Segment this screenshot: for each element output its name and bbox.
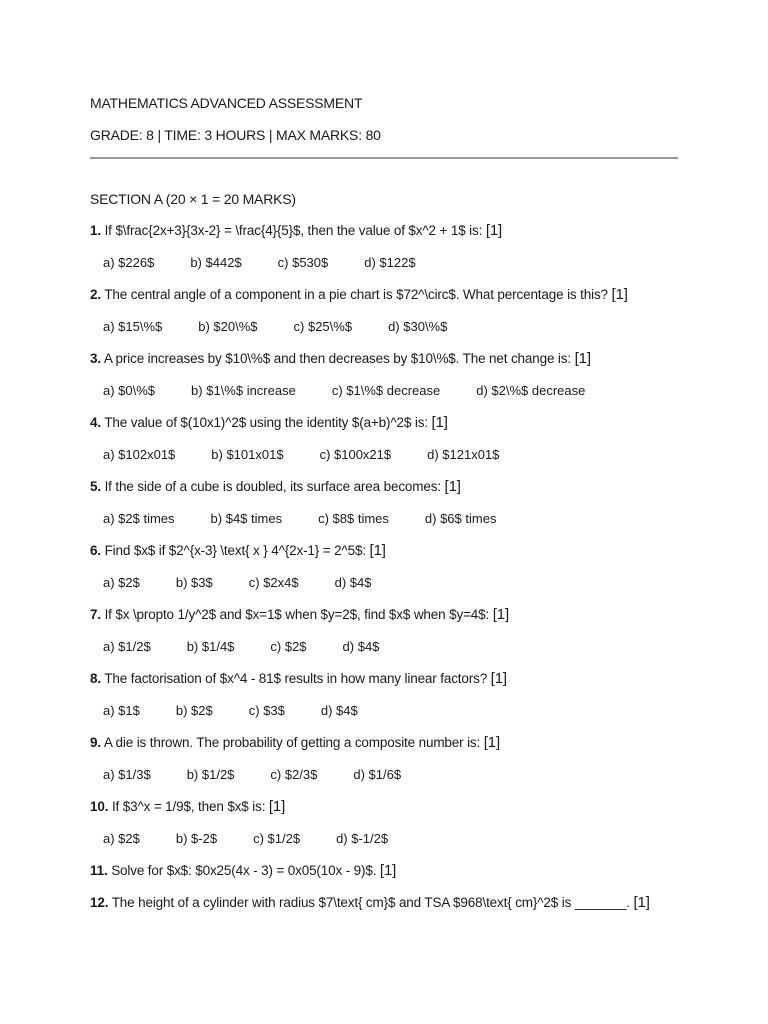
question-number: 10.	[90, 799, 109, 814]
option-c: c) $2x4$	[248, 575, 299, 590]
option-b: b) $4$ times	[210, 511, 283, 526]
option-b: b) $101x01$	[211, 447, 284, 462]
question-marks: [1]	[483, 734, 500, 751]
question-number: 11.	[90, 863, 108, 878]
question-marks: [1]	[574, 350, 591, 367]
question-marks: [1]	[633, 894, 650, 911]
question-text: The central angle of a component in a pie chart is $72^\circ$. What percentage is this?	[104, 287, 608, 302]
option-b: b) $1/4$	[186, 639, 235, 654]
option-a: a) $1/3$	[103, 767, 151, 782]
option-a: a) $0\%$	[103, 383, 156, 398]
question-marks: [1]	[268, 798, 286, 815]
question-11	[90, 861, 680, 881]
question-number: 8.	[90, 671, 101, 686]
option-d: d) $2\%$ decrease	[476, 383, 586, 398]
paper-title: MATHEMATICS ADVANCED ASSESSMENT	[90, 95, 363, 111]
question-text: The factorisation of $x^4 - 81$ results in how many linear factors?	[104, 671, 488, 686]
question-number: 7.	[90, 607, 101, 622]
question-12	[90, 893, 680, 913]
question-text: Solve for $x$: $0x25(4x - 3) = 0x05(10x - 9)$.	[111, 863, 377, 878]
question-marks: [1]	[444, 478, 461, 495]
question-options	[90, 765, 680, 785]
option-c: c) $25\%$	[293, 319, 353, 334]
option-b: b) $1\%$ increase	[191, 383, 296, 398]
option-d: d) $-1/2$	[336, 831, 389, 846]
option-d: d) $4$	[320, 703, 358, 718]
option-a: a) $2$ times	[103, 511, 175, 526]
header-divider	[90, 157, 678, 159]
option-b: b) $442$	[190, 255, 242, 270]
option-d: d) $30\%$	[388, 319, 448, 334]
option-a: a) $226$	[103, 255, 155, 270]
question-1	[90, 221, 680, 241]
option-a: a) $15\%$	[103, 319, 163, 334]
question-options	[90, 509, 680, 529]
option-c: c) $1\%$ decrease	[331, 383, 441, 398]
question-number: 2.	[90, 287, 101, 302]
option-d: d) $122$	[364, 255, 416, 270]
question-7	[90, 605, 680, 625]
option-b: b) $-2$	[175, 831, 218, 846]
question-options	[90, 381, 680, 401]
question-text: If $\frac{2x+3}{3x-2} = \frac{4}{5}$, then the value of $x^2 + 1$ is:	[104, 223, 483, 238]
option-a: a) $2$	[103, 575, 140, 590]
question-marks: [1]	[492, 606, 509, 623]
question-4	[90, 413, 680, 433]
option-d: d) $4$	[342, 639, 380, 654]
question-text: If $3^x = 1/9$, then $x$ is:	[111, 799, 266, 814]
question-text: If the side of a cube is doubled, its surface area becomes:	[104, 479, 441, 494]
question-number: 6.	[90, 543, 101, 558]
question-number: 1.	[90, 223, 101, 238]
question-marks: [1]	[379, 862, 397, 879]
option-c: c) $2$	[270, 639, 307, 654]
question-options	[90, 445, 680, 465]
option-c: c) $2/3$	[270, 767, 318, 782]
section-a-heading: SECTION A (20 × 1 = 20 MARKS)	[90, 191, 296, 207]
question-number: 4.	[90, 415, 101, 430]
question-marks: [1]	[431, 414, 448, 431]
question-marks: [1]	[485, 222, 503, 239]
question-text: A die is thrown. The probability of getting a composite number is:	[103, 735, 481, 750]
question-options	[90, 253, 680, 273]
question-marks: [1]	[490, 670, 507, 687]
option-b: b) $1/2$	[186, 767, 235, 782]
question-8	[90, 669, 680, 689]
question-text: The height of a cylinder with radius $7\text{ cm}$ and TSA $968\text{ cm}^2$ is _______.	[111, 895, 630, 910]
question-number: 12.	[90, 895, 109, 910]
option-c: c) $530$	[277, 255, 329, 270]
question-10	[90, 797, 680, 817]
question-number: 9.	[90, 735, 101, 750]
question-number: 3.	[90, 351, 101, 366]
option-c: c) $3$	[248, 703, 285, 718]
question-options	[90, 637, 680, 657]
question-marks: [1]	[369, 542, 386, 559]
option-c: c) $100x21$	[319, 447, 392, 462]
paper-meta: GRADE: 8 | TIME: 3 HOURS | MAX MARKS: 80	[90, 127, 381, 143]
question-text: Find $x$ if $2^{x-3} \text{ x } 4^{2x-1} = 2^5$:	[104, 543, 366, 558]
option-c: c) $1/2$	[253, 831, 301, 846]
question-9	[90, 733, 680, 753]
option-a: a) $1/2$	[103, 639, 151, 654]
option-a: a) $1$	[103, 703, 140, 718]
question-text: The value of $(10x1)^2$ using the identity $(a+b)^2$ is:	[104, 415, 428, 430]
question-number: 5.	[90, 479, 101, 494]
option-a: a) $2$	[103, 831, 140, 846]
question-marks: [1]	[611, 286, 628, 303]
question-text: If $x \propto 1/y^2$ and $x=1$ when $y=2$, find $x$ when $y=4$:	[104, 607, 490, 622]
option-b: b) $2$	[175, 703, 213, 718]
question-6	[90, 541, 680, 561]
question-list	[90, 221, 680, 913]
option-c: c) $8$ times	[318, 511, 389, 526]
option-d: d) $121x01$	[427, 447, 500, 462]
option-b: b) $20\%$	[198, 319, 258, 334]
question-2	[90, 285, 680, 305]
option-d: d) $1/6$	[353, 767, 402, 782]
option-d: d) $4$	[334, 575, 372, 590]
question-text: A price increases by $10\%$ and then decreases by $10\%$. The net change is:	[103, 351, 571, 366]
option-d: d) $6$ times	[424, 511, 497, 526]
question-5	[90, 477, 680, 497]
option-a: a) $102x01$	[103, 447, 176, 462]
question-options	[90, 829, 680, 849]
question-3	[90, 349, 680, 369]
exam-page	[90, 90, 680, 913]
question-options	[90, 701, 680, 721]
question-options	[90, 573, 680, 593]
option-b: b) $3$	[175, 575, 213, 590]
question-options	[90, 317, 680, 337]
